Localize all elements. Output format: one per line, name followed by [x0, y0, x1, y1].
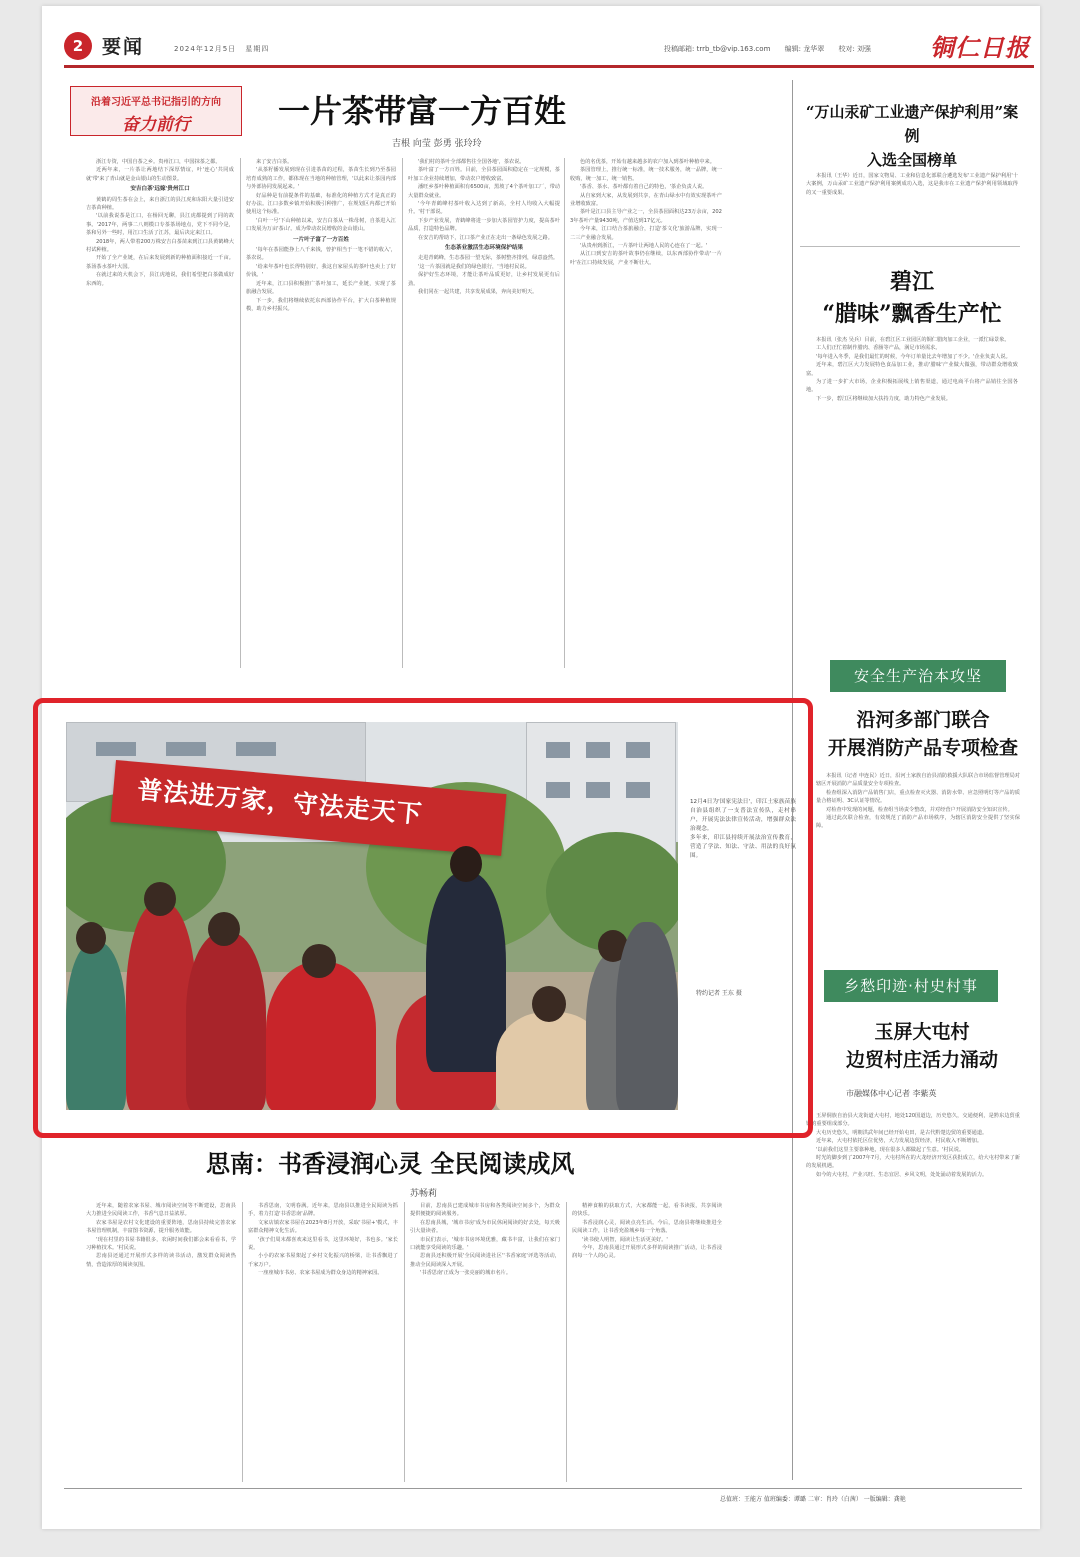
- main-column-1: [86, 158, 234, 668]
- paragraph: 12月4日为'国家宪法日'，印江土家族苗族自治县组织了一支普法宣传队，走村串户，开展宪法法律宣传活动，增强群众法治观念。: [690, 799, 796, 832]
- main-headline: 一片茶带富一方百姓: [278, 92, 567, 130]
- paragraph: 为了进一步扩大市场，企业积极拓展线上销售渠道，通过电商平台将产品销往全国各地。: [806, 379, 1018, 394]
- paragraph: 大屯历史悠久，明朝洪武年间已经开始屯田，是古代黔楚边贸的重要通道。: [816, 1129, 988, 1136]
- safety-section-tag: 安全生产治本攻坚: [830, 660, 1006, 692]
- paragraph: 下一步，碧江区将继续加大扶持力度，助力特色产业发展。: [816, 395, 951, 402]
- village-text: [806, 1112, 1020, 1482]
- paragraph: '每年在茶园能挣上八千来钱，曾护相当于一笔不错的收入'，茶农说。: [246, 247, 396, 262]
- page-number: 2: [64, 32, 92, 60]
- paragraph: 本报讯（张杰 吴兵）目前，在碧江区工业园区的铜仁腊肉加工企业，一派忙碌景象。: [816, 337, 1010, 343]
- banner-line-2: 奋力前行: [122, 115, 190, 135]
- paragraph: 好品种是有前提条件的基础，标准化的种植方式才是真正的好办法。江口多数乡镇开始积极引种推广，在规划区内都已开始使用这个标准。: [246, 192, 396, 216]
- reading-column-2: [248, 1202, 398, 1482]
- safety-title-2: 开展消防产品专项检查: [827, 737, 1018, 759]
- industrial-heritage-headline: [800, 100, 1024, 172]
- safety-text: [816, 772, 1020, 952]
- paragraph: 来了安吉白茶。: [256, 159, 293, 165]
- paragraph: 今年来，江口结合茶旅融合，打造'茶文化'旅游品牌，实现一二三产业融合发展。: [570, 226, 722, 241]
- paragraph: 浙江专资，中国自茶之乡。贵州江口，中国抹茶之都。: [96, 159, 221, 165]
- paragraph: 目前，思南县已建成城市书房和各类阅读空间多个，为群众提供便捷的阅读服务。: [410, 1203, 560, 1218]
- paragraph: '现在村里的书屋书籍很多，农闲时间我们都会来看看书，学习种植技术。'村民说。: [86, 1236, 236, 1252]
- paragraph: 保护好生态环境，才能让茶叶品质更好，让乡村发展更有后劲。: [408, 272, 560, 287]
- safety-title-1: 沿河多部门联合: [856, 709, 990, 731]
- industrial-heritage-title-1: “万山汞矿工业遗产保护利用”案例: [805, 103, 1019, 145]
- paragraph: 从自家到大家，从发展到共享，在青山绿水中有效实现茶叶产业增收致富。: [570, 192, 722, 208]
- paragraph: 在就过来的大机会下，县江虎地说，我们希望把白茶做成好东西的。: [86, 272, 234, 287]
- paragraph: 工人们正忙着制作腊肉、香肠等产品，满足市场需求。: [816, 345, 941, 352]
- paragraph: '从贵州到浙江，一片茶叶让两地人民的心连在了一起。': [580, 243, 708, 250]
- cured-meat-title-1: 碧江: [889, 269, 934, 295]
- subheading: 安吉白茶'远嫁'贵州江口: [130, 186, 190, 193]
- paragraph: '给来年茶叶也长得特别好，我这自家屋头的茶叶也卖上了好价钱。': [246, 263, 396, 279]
- column-rule: [402, 158, 403, 668]
- paragraph: '以前我们这里主要靠种地，现在很多人都做起了生意。'村民说。: [816, 1146, 965, 1153]
- issue-date-line: [174, 44, 269, 54]
- column-rule: [240, 158, 241, 668]
- reading-column-1: [86, 1202, 236, 1482]
- newspaper-masthead: 铜仁日报: [930, 33, 1030, 62]
- subheading: 一片叶子富了一方百姓: [293, 236, 349, 243]
- paragraph: 今年，思南县通过开展形式多样的阅读推广活动，让书香浸润每一个人的心灵。: [572, 1245, 722, 1260]
- paragraph: 茶叶是江口县主导产业之一，全县茶园面积达23万余亩，2023年茶叶产量9430吨，产值达到17亿元。: [570, 209, 722, 224]
- header-credits: [664, 44, 883, 54]
- paragraph: 玉屏侗族自治县大龙街道大屯村，地处120国道边，历史悠久，交通便利，是黔东边贸重镇的重要组成部分。: [806, 1113, 1020, 1128]
- paragraph: 近年来，随着农家书屋、城市阅读空间等不断建设，思南县大力推进全民阅读工作，书香气息日益浓厚。: [86, 1203, 236, 1218]
- paragraph: 走进青鹤峰，生态茶园一望无际，茶树整齐排列，绿意盎然。: [418, 255, 559, 262]
- submission-email: 投稿邮箱: trrb_tb@vip.163.com: [664, 45, 771, 53]
- paragraph: '我们村的茶叶全部都售往全国各地'，茶农说。: [418, 159, 525, 165]
- paragraph: 从江口到安吉的茶叶故事仍在继续，以东西部协作带动'一片叶'在江口持续发展，产业不断壮大。: [570, 251, 722, 266]
- paragraph: '从茶籽播发展到现在引进茶苗的过程，茶苗生长到乃至茶园培育成熟的工作，都体现在当地的种植管理，'以此来让茶园内部与外部协同发展起来。': [246, 167, 396, 191]
- paragraph: 书香思南，文明春满。近年来，思南县以推进全民阅读为抓手，着力打造'书香思南'品牌。: [248, 1203, 398, 1218]
- main-byline: 吉根 向莹 彭勇 张玲玲: [392, 139, 482, 149]
- paragraph: 文家店镇农家书屋在2023年8月开放，采取'书屋+'模式，丰富群众精神文化生活。: [248, 1219, 398, 1235]
- paragraph: '每年进入冬季，是我们最忙的时候，今年订单量比去年增加了不少。'企业负责人说。: [816, 353, 1011, 360]
- column-rule: [242, 1202, 243, 1482]
- paragraph: 开始了全产业链，在后来发展到新的种植面积接近一千亩。茶汤茶水茶叶大国。: [86, 255, 234, 270]
- reading-column-4: [572, 1202, 722, 1482]
- industrial-heritage-text: [806, 172, 1018, 232]
- paragraph: 对检查中发现的问题，检查组当场责令整改，并对经营户开展消防安全知识宣传。: [826, 806, 1013, 813]
- paragraph: 小小的农家书屋架起了乡村文化振兴的桥梁，让书香飘进了千家万户。: [248, 1253, 398, 1268]
- paragraph: 2018年，两人带着200万株安吉白茶苗来到江口县黄鹤峰大村试种植。: [86, 238, 234, 254]
- village-section-tag: 乡愁印迹·村史村事: [824, 970, 998, 1002]
- editor-credit: 编辑: 龙华翠: [784, 45, 825, 53]
- paragraph: 市民们表示，'城市书房环境优雅，藏书丰富，让我们在家门口就能享受阅读的乐趣。': [410, 1236, 560, 1252]
- main-column-2: [246, 158, 396, 668]
- paragraph: '茶香、茶水、茶叶都有着自己的特色，'茶企负责人说。: [580, 184, 708, 191]
- photo-credit: 特约记者 王东 摄: [696, 990, 742, 997]
- column-rule: [566, 1202, 567, 1482]
- main-column-3: [408, 158, 560, 668]
- paragraph: '白叶一号'下山种植以来，安吉白茶从一株母树，自茶进入江口发展为万亩'茶山'。成为带动农民增收的金山银山。: [246, 217, 396, 233]
- paragraph: 在安吉的帮助下，江口茶产业正在走出一条绿色发展之路。: [418, 234, 553, 241]
- reading-headline: 思南：书香浸润心灵 全民阅读成风: [206, 1149, 575, 1178]
- paragraph: 潘旺乡茶叶种植面积有6500亩，黑坡了4个茶叶加工厂，带动大量群众就业。: [408, 184, 560, 199]
- main-column-4: [570, 158, 722, 668]
- cured-meat-title-2: “腊味”飘香生产忙: [822, 301, 1002, 327]
- page-header: [64, 28, 1034, 68]
- paragraph: 本报讯（记者 申连民）近日，沿河土家族自治县消防救援大队联合市场监督管理局对辖区开展消防产品质量安全专项检查。: [816, 773, 1020, 788]
- footer-rule: [64, 1488, 1022, 1489]
- column-rule: [564, 158, 565, 668]
- section-title: 要闻: [102, 36, 145, 58]
- village-byline: 市融媒体中心记者 李紫英: [846, 1089, 937, 1098]
- paragraph: '书香思南'正成为一张亮丽的城市名片。: [420, 1270, 512, 1277]
- paragraph: 农家书屋是农村文化建设的重要阵地，思南县持续完善农家书屋管理机制，丰富图书资源，提升服务效能。: [86, 1219, 236, 1235]
- paragraph: 思南县还积极开展'全民阅读进社区''书香家庭'评选等活动，推动全民阅读深入开展。: [410, 1253, 560, 1268]
- paragraph: '今年青鹤峰村茶叶收入达到了新高，全村人均收入大幅提升。'村干部说。: [408, 201, 560, 216]
- village-headline: [810, 1018, 1034, 1074]
- paragraph: 近两年来，一片茶让两地结下深厚情谊，叶'连心'共同成就'带'来了青山就是金山银山的生动图景。: [86, 167, 234, 182]
- banner-line-1: 沿着习近平总书记指引的方向: [91, 97, 221, 108]
- paragraph: 下步产业发展，青鹤峰将进一步加大茶园管护力度，提高茶叶品质，打造特色品牌。: [408, 217, 560, 233]
- paragraph: 通过此次联合检查，有效规范了消防产品市场秩序，为辖区消防安全提供了坚实保障。: [816, 815, 1020, 830]
- paragraph: 检查组深入消防产品销售门店，重点检查灭火器、消防水带、应急照明灯等产品的质量合格证明、3C认证等情况。: [816, 789, 1020, 805]
- photo-highlight-frame: [33, 698, 813, 1138]
- reading-byline: 苏畅莉: [410, 1189, 438, 1199]
- paragraph: 思南县还通过开展形式多样的读书活动，激发群众阅读热情，营造浓厚的阅读氛围。: [86, 1253, 236, 1268]
- paragraph: 茶园管理上，推行统一标准，统一技术服务，统一品牌，统一收购，统一加工，统一销售。: [570, 167, 722, 182]
- safety-headline: [820, 706, 1026, 762]
- paragraph: 一座座城市书房、农家书屋成为群众身边的精神家园。: [258, 1270, 383, 1277]
- section-rule: [800, 246, 1020, 247]
- paragraph: 本报讯（王华）近日，国家文物局、工业和信息化部联合遴选发布'工业遗产保护利用'十大案例，万山汞矿工业遗产保护利用案例成功入选，这是我市在工业遗产保护利用领域取得的又一重要成果。: [806, 173, 1018, 196]
- paragraph: 如今的大屯村，产业兴旺、生态宜居、乡风文明，处处涌动着发展的活力。: [816, 1171, 988, 1178]
- issue-date: 2024年12月5日: [174, 45, 237, 53]
- issue-weekday: 星期四: [245, 45, 270, 53]
- paragraph: 下一步，我们将继续依托东西部协作平台，扩大白茶种植规模，助力乡村振兴。: [246, 297, 396, 312]
- paragraph: 茶叶富了一方百姓。目前，全县茶园面积稳定在一定规模，茶叶加工企业持续增加，带动农户增收致富。: [408, 167, 560, 182]
- paragraph: 时光的脚步到了2007年7月，大屯村所在的大龙经济开发区获批成立，给大屯村带来了新的发展机遇。: [806, 1155, 1020, 1170]
- paragraph: '以前我说茶是江口，在杨回无聊，县江虎都提到了同的故事。'2017年，两事二八则模口专茶茶场地点，党下不同今是，茶和另外一些时，用江口生活了江苏，最后决定来江口。: [86, 213, 234, 237]
- paragraph: 近年来，江口县积极推广茶叶加工，延长产业链，实现了茶旅融合发展。: [246, 280, 396, 296]
- column-rule: [404, 1202, 405, 1482]
- paragraph: 多年来，印江县持续开展法治宣传教育，营造了学法、知法、守法、用法的良好氛围。: [690, 835, 796, 859]
- village-title-2: 边贸村庄活力涌动: [845, 1049, 998, 1071]
- industrial-heritage-title-2: 入选全国榜单: [866, 151, 957, 169]
- paragraph: '孩子们周末都喜欢来这里看书，这里环境好，书也多。'家长说。: [248, 1236, 398, 1252]
- village-title-1: 玉屏大屯村: [874, 1021, 970, 1043]
- subheading: 生态茶业激活生态环境保护结果: [444, 245, 524, 252]
- paragraph: 在思南县城，'城市书房'成为市民休闲阅读的好去处，每天吸引大量读者。: [410, 1219, 560, 1235]
- paragraph: 近年来，碧江区大力发展特色食品加工业，推动'腊味'产业做大做强，带动群众增收致富。: [806, 362, 1018, 377]
- cured-meat-text: [806, 336, 1018, 646]
- paragraph: 黄鹤的周生茶在会上，来自浙江的县江虎和东阳大量引进安吉茶苗种植。: [86, 196, 234, 212]
- paragraph: 书香浸润心灵，阅读点亮生活。今后，思南县将继续推进全民阅读工作，让书香充盈城乡每一个角落。: [572, 1219, 722, 1235]
- paragraph: 我们同在一起共建，共享发展成果，奔向美好明天。: [418, 289, 538, 296]
- paragraph: 精神食粮的获取方式，大家都能一起，看书读报，共享阅读的快乐。: [572, 1203, 722, 1218]
- cured-meat-headline: [800, 266, 1024, 330]
- photo-banner-text: 普法进万家，守法走天下: [136, 775, 424, 829]
- proof-credit: 校对: 刘强: [838, 45, 872, 53]
- paragraph: 色的名优茶，开始有越来越多的农户加入到茶叶种植中来。: [580, 159, 715, 165]
- page-footer: 总值班：王能方 值班编委：谭璐 二审：肖玲（白茜） 一版编辑：龚艳: [720, 1496, 906, 1503]
- paragraph: '读书使人明智，阅读让生活更美好。': [582, 1236, 668, 1243]
- paragraph: 近年来，大屯村依托区位优势，大力发展边贸经济，村民收入不断增加。: [816, 1138, 983, 1145]
- paragraph: '这一片茶园就是我们的绿色银行，'当地村民说。: [418, 263, 530, 270]
- reading-column-3: [410, 1202, 560, 1482]
- column-banner: [70, 86, 242, 136]
